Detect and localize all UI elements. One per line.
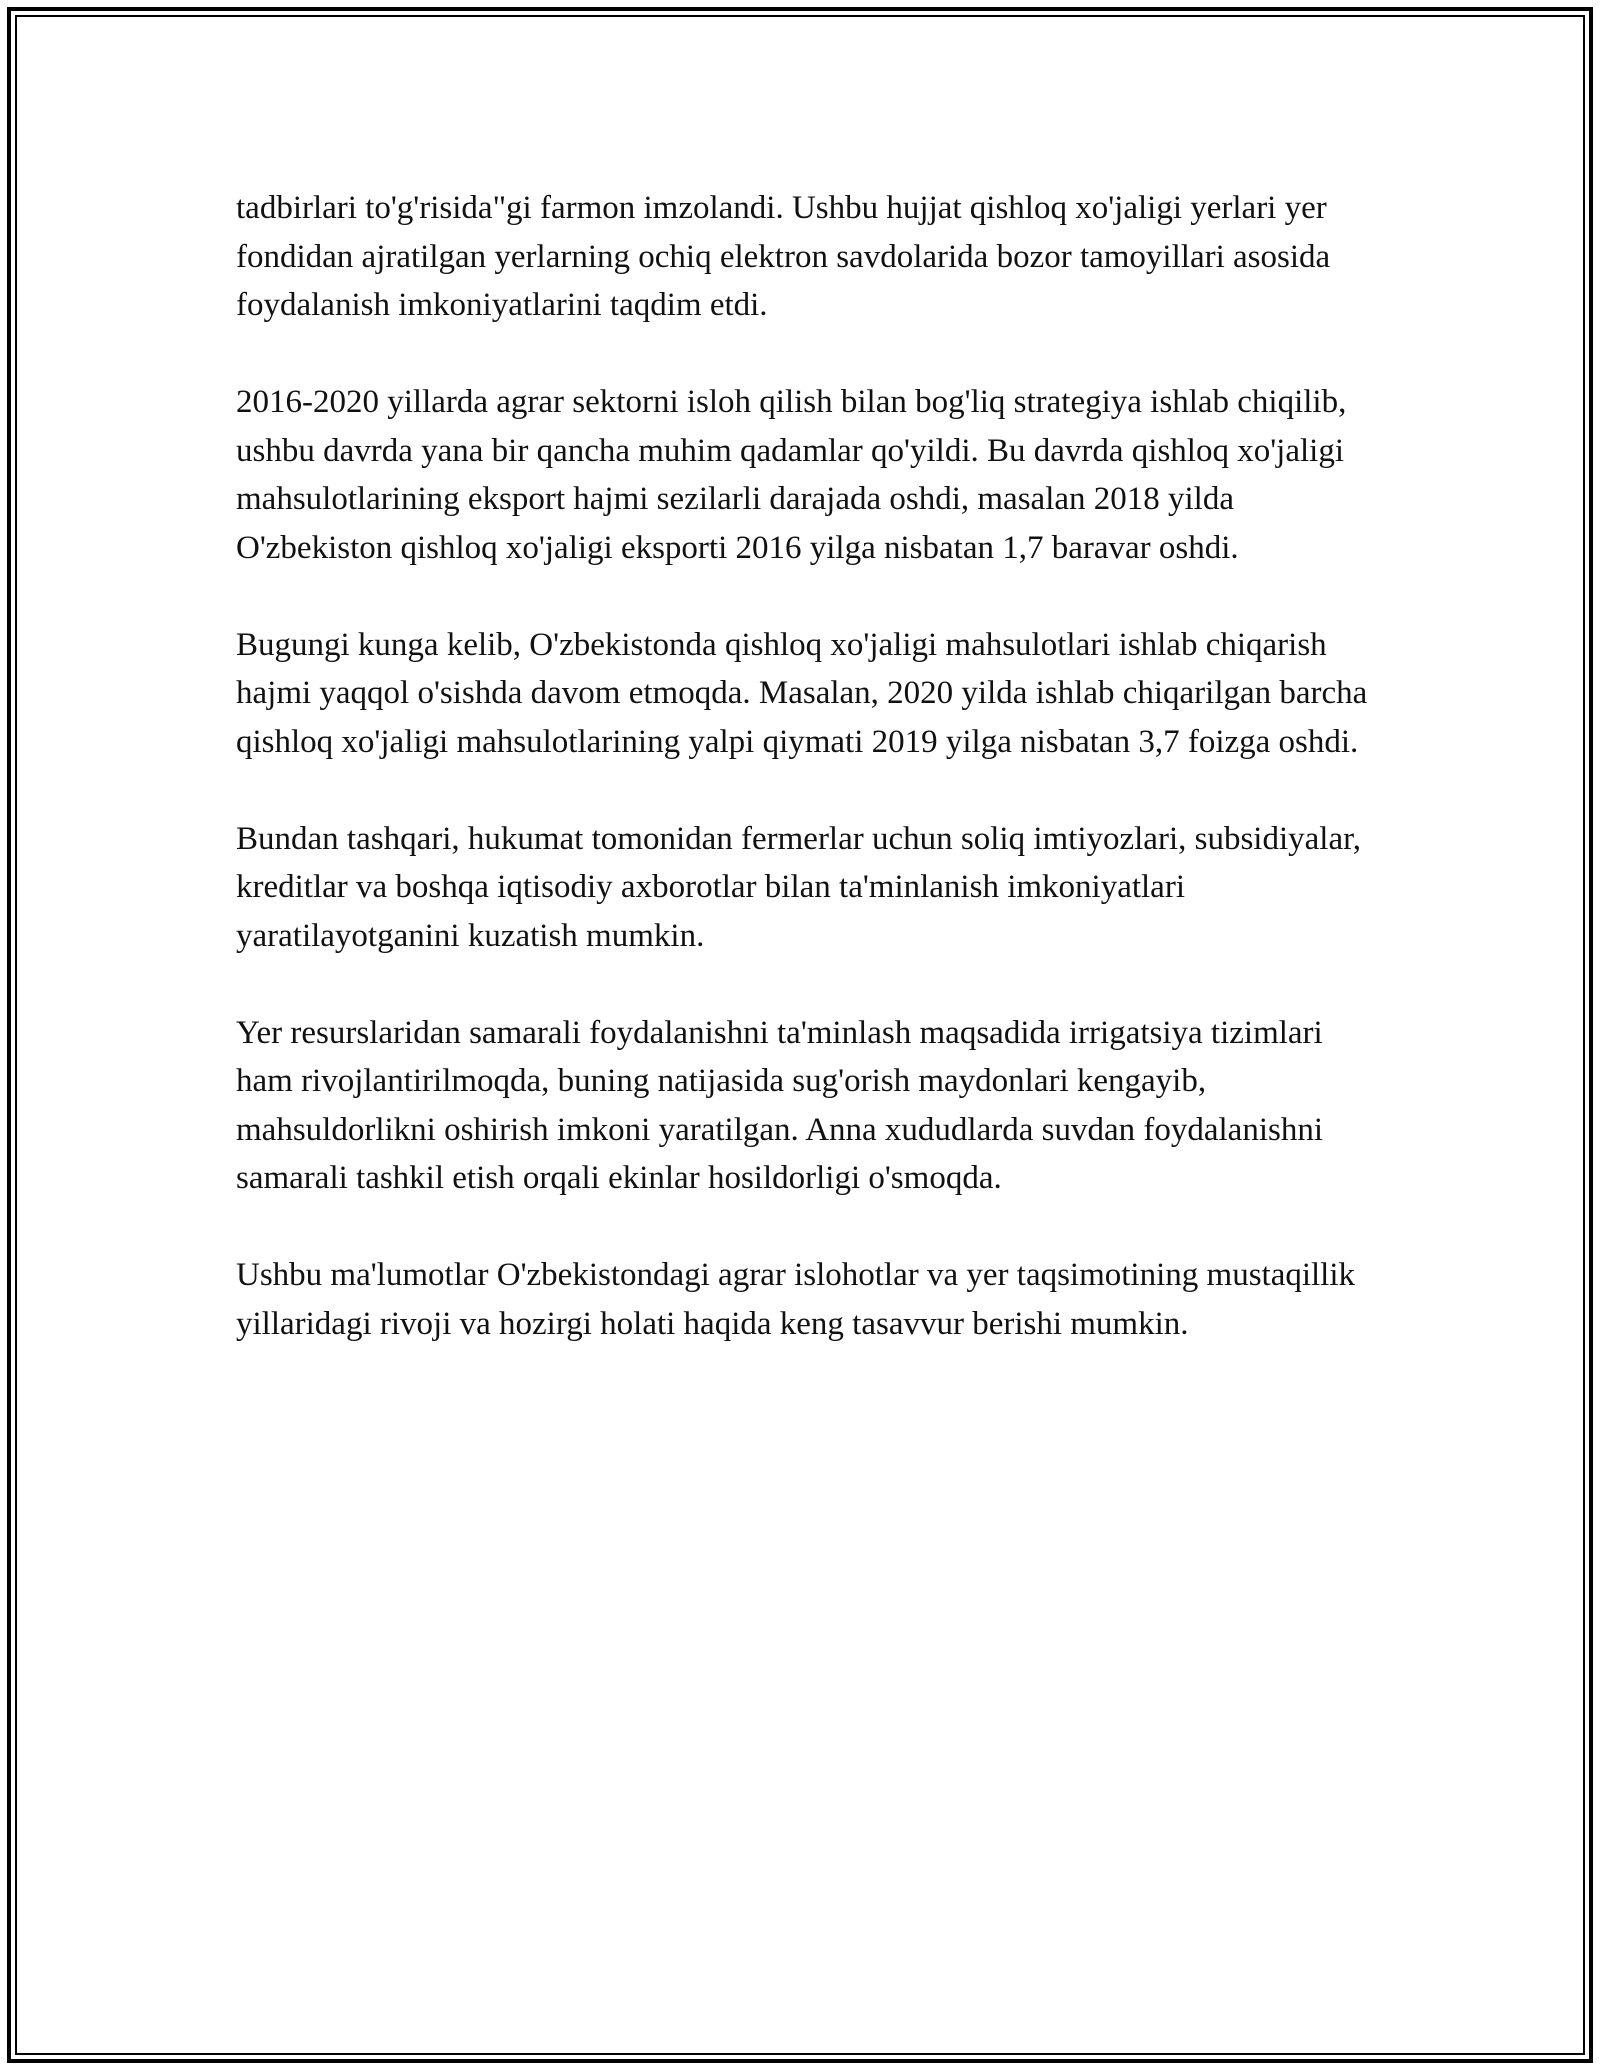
- paragraph-conclusion: Ushbu ma'lumotlar O'zbekistondagi agrar islohotlar va yer taqsimotining mustaqillik yillaridagi rivoji va hozirgi holati haqida keng tasavvur berishi mumkin.: [236, 1257, 1356, 1342]
- paragraph-production-growth: Bugungi kunga kelib, O'zbekistonda qishloq xo'jaligi mahsulotlari ishlab chiqarish hajmi yaqqol o'sishda davom etmoqda. Masalan, 2020 yilda ishlab chiqarilgan barcha qishloq xo'jaligi mahsulotlarining yalpi qiymati 2019 yilga nisbatan 3,7 foizga oshdi.: [236, 626, 1368, 760]
- document-body: [236, 184, 1376, 1397]
- paragraph-strategy-2016-2020: 2016-2020 yillarda agrar sektorni isloh qilish bilan bog'liq strategiya ishlab chiqilib, ushbu davrda yana bir qancha muhim qadamlar qo'yildi. Bu davrda qishloq xo'jaligi mahsulotlarining eksport hajmi sezilarli darajada oshdi, masalan 2018 yilda O'zbekiston qishloq xo'jaligi eksporti 2016 yilga nisbatan 1,7 baravar oshdi.: [236, 384, 1347, 566]
- paragraph-irrigation: Yer resurslaridan samarali foydalanishni ta'minlash maqsadida irrigatsiya tizimlari ham rivojlantirilmoqda, buning natijasida sug'orish maydonlari kengayib, mahsuldorlikni oshirish imkoni yaratilgan. Anna xududlarda suvdan foydalanishni samarali tashkil etish orqali ekinlar hosildorligi o'smoqda.: [236, 1014, 1324, 1196]
- paragraph-government-support: Bundan tashqari, hukumat tomonidan fermerlar uchun soliq imtiyozlari, subsidiyalar, kreditlar va boshqa iqtisodiy axborotlar bilan ta'minlanish imkoniyatlari yaratilayotganini kuzatish mumkin.: [236, 820, 1362, 954]
- paragraph-farmon: tadbirlari to'g'risida"gi farmon imzolandi. Ushbu hujjat qishloq xo'jaligi yerlari yer fondidan ajratilgan yerlarning ochiq elektron savdolarida bozor tamoyillari asosida foydalanish imkoniyatlarini taqdim etdi.: [236, 190, 1331, 323]
